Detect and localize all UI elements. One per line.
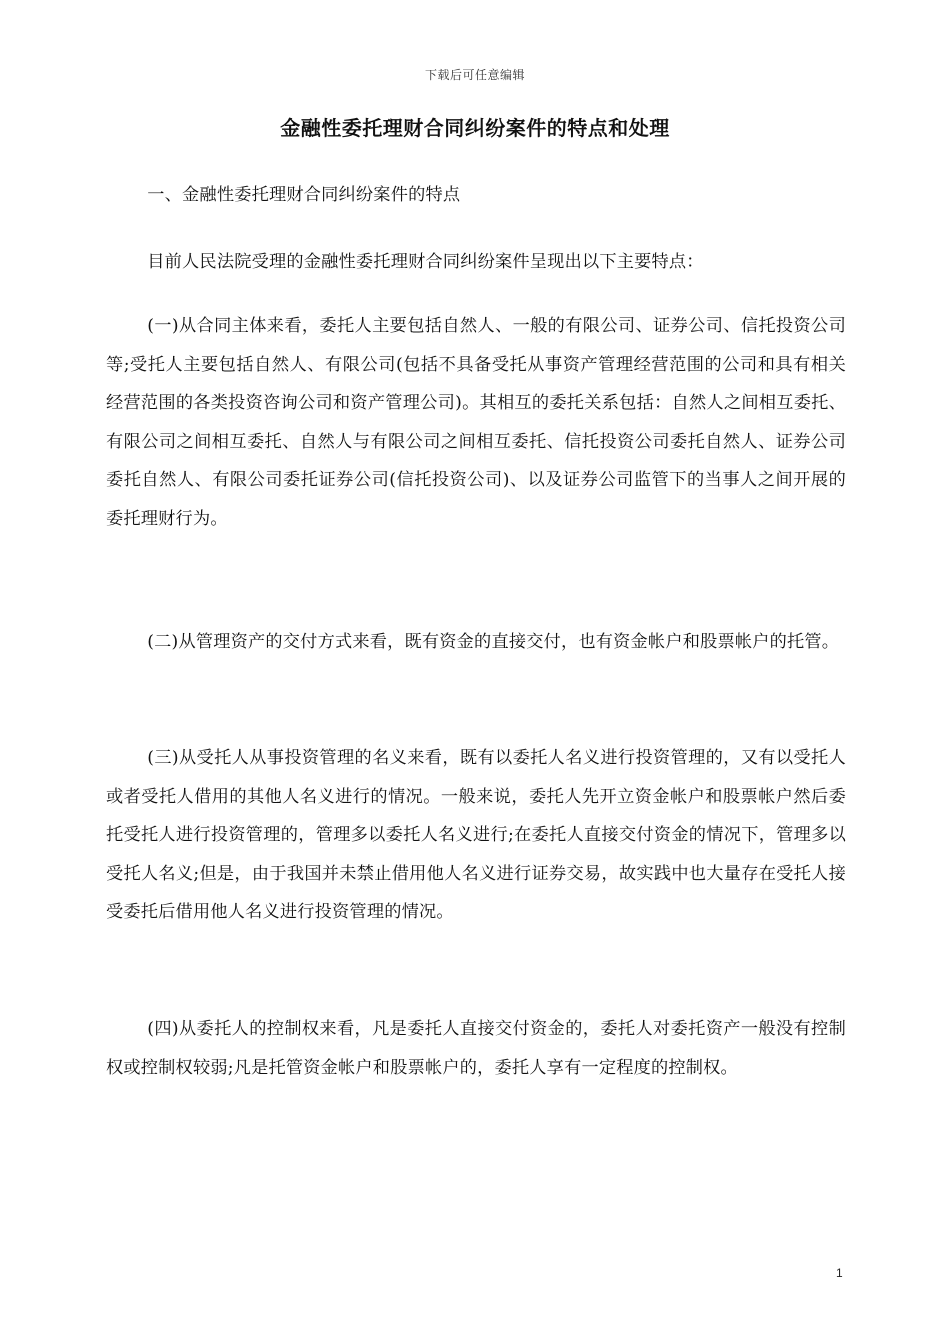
intro-paragraph: 目前人民法院受理的金融性委托理财合同纠纷案件呈现出以下主要特点： <box>147 252 704 272</box>
paragraph-4: (四)从委托人的控制权来看，凡是委托人直接交付资金的，委托人对委托资产一般没有控制权或控制权较弱;凡是托管资金帐户和股票帐户的，委托人享有一定程度的控制权。 <box>106 1019 846 1078</box>
paragraph-2: (二)从管理资产的交付方式来看，既有资金的直接交付，也有资金帐户和股票帐户的托管。 <box>147 632 840 652</box>
header-note: 下载后可任意编辑 <box>424 68 525 82</box>
section-heading: 一、金融性委托理财合同纠纷案件的特点 <box>147 185 461 205</box>
document-title: 金融性委托理财合同纠纷案件的特点和处理 <box>280 116 670 140</box>
paragraph-3: (三)从受托人从事投资管理的名义来看，既有以委托人名义进行投资管理的，又有以受托人或者受托人借用的其他人名义进行的情况。一般来说，委托人先开立资金帐户和股票帐户然后委托受托人进行投资管理的，管理多以委托人名义进行;在委托人直接交付资金的情况下，管理多以受托人名义;但是，由于我国并未禁止借用他人名义进行证券交易，故实践中也大量存在受托人接受委托后借用他人名义进行投资管理的情况。 <box>106 748 846 922</box>
page-number: 1 <box>836 1266 843 1280</box>
paragraph-1: (一)从合同主体来看，委托人主要包括自然人、一般的有限公司、证券公司、信托投资公司等;受托人主要包括自然人、有限公司(包括不具备受托从事资产管理经营范围的公司和具有相关经营范围的各类投资咨询公司和资产管理公司)。其相互的委托关系包括：自然人之间相互委托、有限公司之间相互委托、自然人与有限公司之间相互委托、信托投资公司委托自然人、证券公司委托自然人、有限公司委托证券公司(信托投资公司)、以及证券公司监管下的当事人之间开展的委托理财行为。 <box>106 316 846 529</box>
